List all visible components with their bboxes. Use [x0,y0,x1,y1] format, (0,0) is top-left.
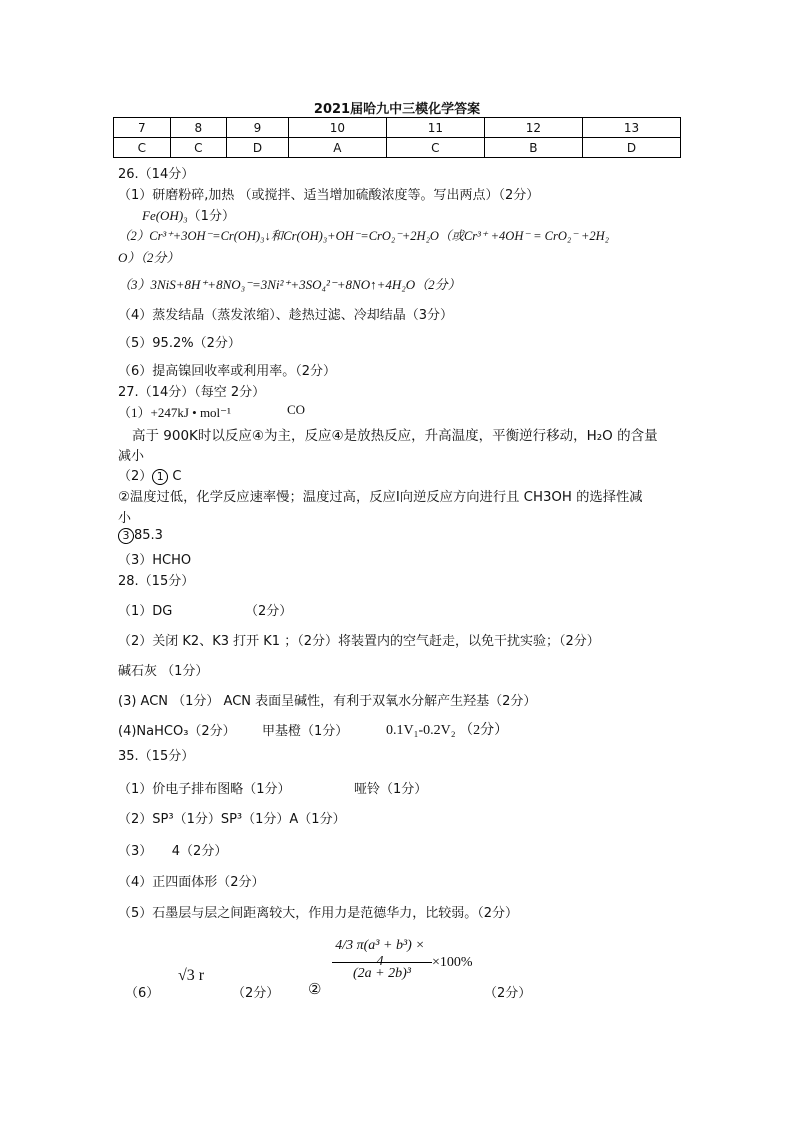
q26-formula: Fe(OH)₃ [142,208,188,223]
q27-answer-1a: （1）+247kJ • mol⁻¹ [118,405,231,420]
q27-answer-2b: ②温度过低，化学反应速率慢；温度过高，反应Ⅰ向逆反应方向进行且 CH3OH 的选择性减 [118,490,643,505]
q26-answer-2 [118,226,609,244]
q27-answer-2c: 小 [118,511,132,526]
q35-answer-2: （2）SP³（1分）SP³（1分）A（1分） [118,812,346,827]
q35-heading: 35.（15分） [118,749,195,764]
table-header-cell: 10 [288,118,386,138]
q26-answer-2-text: （2）Cr³⁺+3OH⁻=Cr(OH)₃↓和Cr(OH)₃+OH⁻=CrO₂⁻+2H₂O（或Cr³⁺ +4OH⁻ = CrO₂⁻ +2H₂ [118,229,610,243]
q27-answer-1d: 减小 [118,449,145,464]
q26-answer-4: （4）蒸发结晶（蒸发浓缩）、趁热过滤、冷却结晶（3分） [118,308,454,323]
q28-heading: 28.（15分） [118,574,195,589]
table-header-cell: 9 [227,118,289,138]
q26-answer-6: （6）提高镍回收率或利用率。（2分） [118,364,337,379]
q26-answer-2b-text: O）（2分） [118,250,180,265]
q27-answer-3: （3）HCHO [118,553,192,568]
table-header-cell: 13 [582,118,680,138]
table-answer-cell: C [114,138,171,158]
percent-factor: ×100% [432,955,473,970]
table-answer-cell: C [386,138,484,158]
q27-answer-2 [118,465,182,485]
q35-answer-3: （3） 4（2分） [118,844,228,859]
circled-number: 3 [118,528,134,544]
page-title: 2021届哈九中三模化学答案 [313,102,481,117]
q27-answer-1c: 高于 900K时以反应④为主，反应④是放热反应，升高温度，平衡逆行移动，H₂O 的含量 [132,428,658,444]
fraction-denominator: (2a + 2b)³ [353,966,411,981]
q26-answer-3-text: （3）3NiS+8H⁺+8NO₃⁻=3Ni²⁺+3SO₄²⁻+8NO↑+4H₂O（2分） [118,277,461,292]
q26-answer-1: （1）研磨粉碎,加热 （或搅拌、适当增加硫酸浓度等。写出两点）（2分） [118,188,540,203]
q35-answer-6-circled: ② [308,982,322,998]
table-header-cell: 8 [170,118,227,138]
q26-answer-1b [142,205,235,224]
q35-answer-6-score1: （2分） [232,986,280,1001]
q28-answer-1: （1）DG [118,604,173,619]
circled-number: 1 [152,469,168,485]
table-answer-row [114,138,681,158]
table-header-row [114,118,681,138]
q35-sqrt-expression: √3 r [178,967,205,984]
q27-answer-2-value: C [172,469,182,484]
table-answer-cell: C [170,138,227,158]
q35-answer-6-score2: （2分） [484,986,532,1001]
table-answer-cell: D [227,138,289,158]
q28-answer-4b: 甲基橙（1分） [262,724,349,739]
fraction-bar [332,962,432,963]
q28-answer-4: (4)NaHCO₃（2分） [118,724,236,739]
table-header-cell: 7 [114,118,171,138]
q28-answer-2b: 碱石灰 （1分） [118,664,209,679]
q35-answer-6-prefix: （6） [125,986,160,1001]
q35-answer-1b: 哑铃（1分） [354,782,428,797]
q26-answer-3 [118,274,461,293]
q27-answer-2-prefix: （2） [118,469,153,484]
q35-answer-5: （5）石墨层与层之间距离较大，作用力是范德华力，比较弱。（2分） [118,906,519,921]
q28-answer-3: (3) ACN （1分） ACN 表面呈碱性，有利于双氧水分解产生羟基（2分） [118,694,537,709]
table-header-cell: 12 [484,118,582,138]
q35-answer-1: （1）价电子排布图略（1分） [118,782,291,797]
table-answer-cell: B [484,138,582,158]
fraction-numerator: 4/3 π(a³ + b³) × [335,938,425,953]
q28-answer-4c: 0.1V₁-0.2V₂ （2分） [386,723,509,738]
q28-answer-2: （2）关闭 K2、K3 打开 K1 ；（2分）将装置内的空气赶走，以免干扰实验；（2分） [118,634,600,649]
q27-answer-1b: CO [287,402,306,417]
answer-table [113,117,681,158]
q35-answer-4: （4）正四面体形（2分） [118,875,265,890]
table-answer-cell: D [582,138,680,158]
q26-score: （1分） [187,209,235,224]
q27-answer-2d-value: 85.3 [134,528,163,543]
q26-answer-5: （5）95.2%（2分） [118,336,241,351]
table-header-cell: 11 [386,118,484,138]
q28-answer-1-score: （2分） [245,604,293,619]
q26-answer-2b [118,247,179,266]
q27-answer-2d [118,528,163,544]
q27-heading: 27.（14分）（每空 2分） [118,385,266,400]
q26-heading: 26.（14分） [118,167,195,182]
table-answer-cell: A [288,138,386,158]
